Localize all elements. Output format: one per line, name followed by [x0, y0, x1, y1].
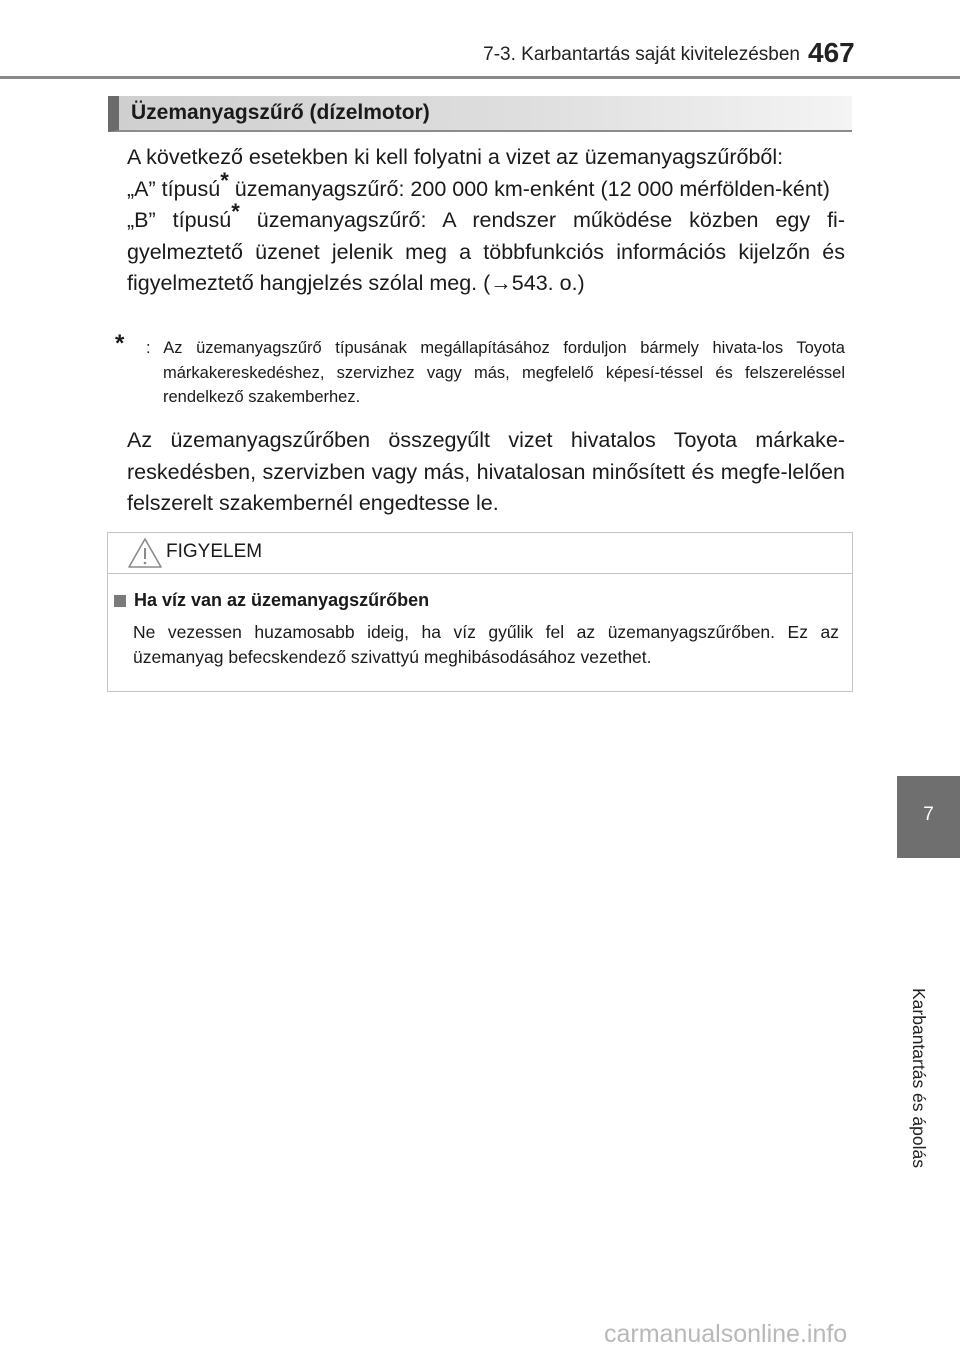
arrow-icon: →: [490, 271, 512, 295]
footnote-mark: *: [115, 330, 125, 357]
watermark-url: carmanualsonline.info: [604, 1320, 848, 1348]
footnote: [115, 330, 845, 410]
type-b-text: üzemanyagszűrő: A rendszer működése közben egy fi-gyelmeztető üzenet jelenik meg a többfunkciós információs kijelzőn és figyelmeztető hangjelzés szólal meg. (: [127, 208, 845, 295]
footnote-text: : Az üzemanyagszűrő típusának megállapításához forduljon bármely hivata-los Toyota márkakereskedéshez, szervizhez vagy más, megfelelő képesí-téssel és felszereléssel rendelkező szakemberhez.: [146, 339, 845, 406]
chapter-tab: [897, 776, 960, 858]
header-section-title: 7-3. Karbantartás saját kivitelezésben: [483, 44, 800, 65]
type-a-text: üzemanyagszűrő: 200 000 km-enként (12 000 mérfölden-ként): [228, 176, 830, 201]
page-number: 467: [808, 37, 855, 68]
warning-box: [107, 532, 853, 692]
square-bullet-icon: [114, 595, 126, 607]
asterisk-mark: *: [231, 199, 240, 224]
drain-instructions-paragraph: Az üzemanyagszűrőben összegyűlt vizet hivatalos Toyota márkake-reskedésben, szervizben vagy más, hivatalosan minősített és megfe-lelően felszerelt szakembernél engedtesse le.: [127, 428, 845, 515]
warning-triangle-icon: [127, 537, 163, 569]
chapter-label: Karbantartás és ápolás: [909, 988, 929, 1168]
asterisk-mark: *: [220, 167, 229, 193]
intro-paragraph: [127, 142, 845, 300]
section-heading: [108, 96, 852, 132]
intro-line: A következő esetekben ki kell folyatni a vizet az üzemanyagszűrőből:: [127, 145, 784, 169]
type-b-label: „B” típusú: [127, 208, 232, 232]
warning-title: FIGYELEM: [166, 541, 263, 562]
warning-subheading: Ha víz van az üzemanyagszűrőben: [134, 590, 430, 610]
warning-header: [108, 533, 852, 574]
header-divider: [0, 76, 960, 79]
section-heading-text: Üzemanyagszűrő (dízelmotor): [131, 101, 430, 124]
page-reference: 543. o.): [511, 271, 585, 295]
chapter-number: 7: [923, 804, 934, 825]
type-a-label: „A” típusú: [127, 176, 221, 201]
warning-text: Ne vezessen huzamosabb ideig, ha víz gyűlik fel az üzemanyagszűrőben. Ez az üzemanyag befecskendező szivattyú meghibásodásához vezethet.: [133, 622, 839, 667]
